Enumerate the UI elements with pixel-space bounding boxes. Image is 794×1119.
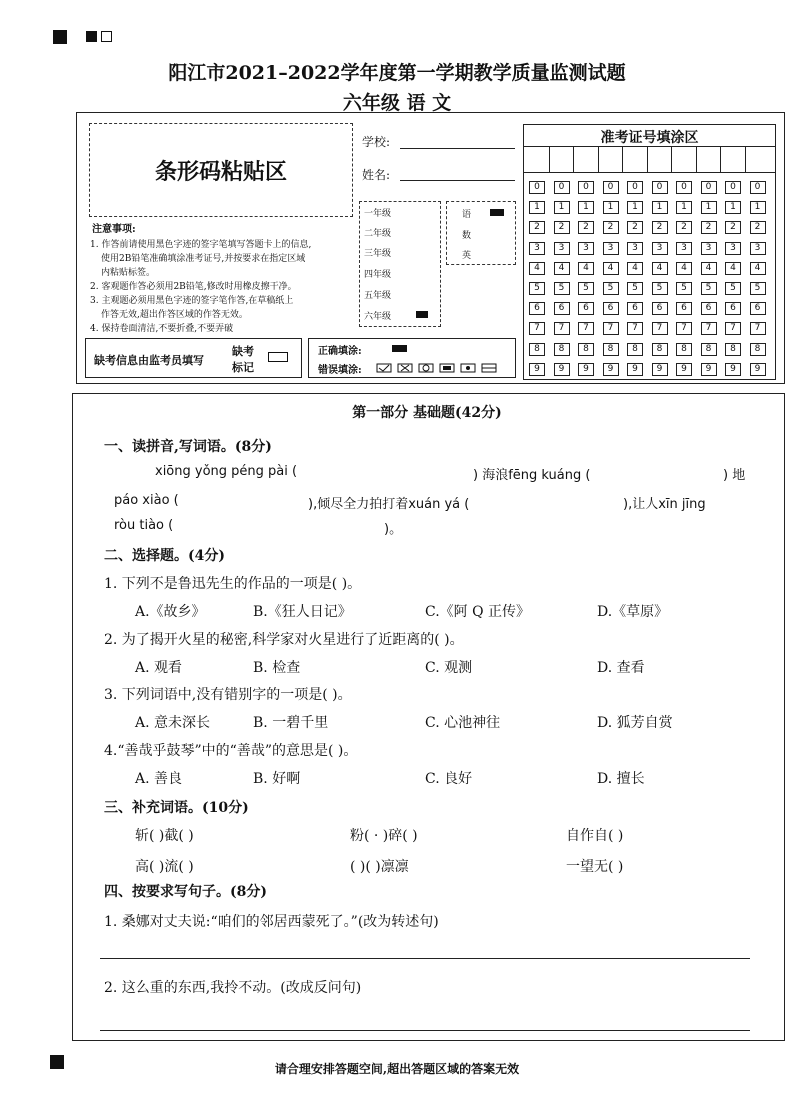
exam-id-digit-bubble[interactable]: 8 — [627, 343, 643, 356]
name-label: 姓名: — [362, 168, 391, 182]
subject-english[interactable]: 英 — [462, 251, 472, 261]
wrong-fill-examples-icon — [376, 362, 506, 374]
exam-id-digit-bubble[interactable]: 5 — [652, 282, 668, 295]
exam-id-digit-bubble[interactable]: 6 — [554, 302, 570, 315]
exam-id-digit-bubble[interactable]: 1 — [676, 201, 692, 214]
exam-id-digit-bubble[interactable]: 5 — [578, 282, 594, 295]
note-line: 4. 保持卷面清洁,不要折叠,不要弄破 — [90, 324, 234, 334]
q2-option: B. 检查 — [253, 659, 301, 676]
exam-id-digit-bubble[interactable]: 0 — [578, 181, 594, 194]
exam-id-digit-bubble[interactable]: 4 — [701, 262, 717, 275]
q1-line2b: ),倾尽全力拍打着xuán yá ( — [308, 497, 470, 512]
exam-id-digit-bubble[interactable]: 7 — [652, 322, 668, 335]
exam-id-digit-bubble[interactable]: 2 — [603, 221, 619, 234]
q2-question-stem: 2. 为了揭开火星的秘密,科学家对火星进行了近距离的( )。 — [104, 631, 464, 648]
exam-id-digit-bubble[interactable]: 0 — [554, 181, 570, 194]
note-line: 内粘贴标签。 — [101, 268, 156, 278]
exam-id-digit-bubble[interactable]: 4 — [750, 262, 766, 275]
note-line: 作答无效,超出作答区域的作答无效。 — [101, 310, 248, 320]
exam-id-digit-bubble[interactable]: 5 — [725, 282, 741, 295]
q2-option: D. 查看 — [597, 659, 645, 676]
exam-id-column-divider — [696, 146, 697, 172]
grade-5[interactable]: 五年级 — [364, 291, 392, 301]
grade-6-filled-mark — [416, 311, 428, 318]
q2-option: C.《阿 Q 正传》 — [425, 604, 531, 620]
q1-line1b: ) 海浪fēng kuáng ( — [473, 468, 591, 483]
exam-id-digit-bubble[interactable]: 3 — [676, 242, 692, 255]
exam-id-digit-bubble[interactable]: 9 — [701, 363, 717, 376]
exam-id-digit-bubble[interactable]: 4 — [529, 262, 545, 275]
exam-id-digit-bubble[interactable]: 4 — [603, 262, 619, 275]
note-line: 3. 主观题必须用黑色字迹的签字笔作答,在草稿纸上 — [90, 296, 294, 306]
subject-math[interactable]: 数 — [462, 231, 472, 241]
q2-option: C. 良好 — [425, 770, 473, 787]
exam-id-digit-bubble[interactable]: 3 — [578, 242, 594, 255]
exam-id-digit-bubble[interactable]: 8 — [652, 343, 668, 356]
q2-option: B.《狂人日记》 — [253, 604, 352, 620]
q4-item2: 2. 这么重的东西,我拎不动。(改成反问句) — [104, 980, 362, 996]
exam-id-title: 准考证号填涂区 — [600, 130, 699, 146]
absent-info-label: 缺考信息由监考员填写 — [94, 354, 204, 367]
exam-id-digit-bubble[interactable]: 6 — [750, 302, 766, 315]
exam-id-digit-bubble[interactable]: 5 — [603, 282, 619, 295]
q4-title: 四、按要求写句子。(8分) — [104, 884, 267, 900]
exam-id-digit-bubble[interactable]: 1 — [725, 201, 741, 214]
subject-select-area — [446, 201, 516, 265]
exam-id-digit-bubble[interactable]: 1 — [554, 201, 570, 214]
exam-id-digit-bubble[interactable]: 8 — [676, 343, 692, 356]
grade-6[interactable]: 六年级 — [364, 312, 392, 322]
exam-id-digit-bubble[interactable]: 7 — [603, 322, 619, 335]
exam-id-digit-bubble[interactable]: 3 — [750, 242, 766, 255]
exam-id-write-row-divider — [523, 172, 776, 173]
q2-option: A. 观看 — [135, 659, 183, 676]
q2-option: D.《草原》 — [597, 604, 669, 620]
exam-id-column-divider — [549, 146, 550, 172]
subject-chinese[interactable]: 语 — [462, 210, 472, 220]
exam-id-column-divider — [745, 146, 746, 172]
exam-id-column-divider — [720, 146, 721, 172]
note-line: 1. 作答前请使用黑色字迹的签字笔填写答题卡上的信息, — [90, 240, 312, 250]
exam-id-digit-bubble[interactable]: 4 — [627, 262, 643, 275]
exam-id-digit-bubble[interactable]: 0 — [529, 181, 545, 194]
exam-id-digit-bubble[interactable]: 4 — [652, 262, 668, 275]
exam-id-digit-bubble[interactable]: 7 — [701, 322, 717, 335]
q2-option: A. 意未深长 — [135, 715, 211, 731]
q1-line1a: xiōng yǒng péng pài ( — [155, 464, 298, 479]
q1-line3b: )。 — [384, 522, 403, 537]
q3-row2-item1: 高( )流( ) — [135, 859, 194, 875]
exam-subtitle: 六年级 语 文 — [342, 92, 452, 114]
exam-id-digit-bubble[interactable]: 2 — [701, 221, 717, 234]
q3-row1-item3: 自作自( ) — [566, 828, 624, 844]
q3-row1-item1: 斩( )截( ) — [135, 828, 194, 844]
exam-id-digit-bubble[interactable]: 3 — [627, 242, 643, 255]
exam-id-digit-bubble[interactable]: 6 — [676, 302, 692, 315]
exam-id-digit-bubble[interactable]: 2 — [529, 221, 545, 234]
exam-id-digit-bubble[interactable]: 0 — [750, 181, 766, 194]
exam-id-digit-bubble[interactable]: 2 — [676, 221, 692, 234]
exam-id-digit-bubble[interactable]: 5 — [750, 282, 766, 295]
q2-option: D. 擅长 — [597, 770, 645, 787]
exam-id-digit-bubble[interactable]: 5 — [627, 282, 643, 295]
q1-line1c: ) 地 — [723, 468, 746, 483]
exam-id-digit-bubble[interactable]: 7 — [725, 322, 741, 335]
exam-id-digit-bubble[interactable]: 8 — [529, 343, 545, 356]
exam-id-digit-bubble[interactable]: 7 — [578, 322, 594, 335]
q2-option: A. 善良 — [135, 770, 183, 787]
exam-id-digit-bubble[interactable]: 4 — [578, 262, 594, 275]
exam-id-digit-bubble[interactable]: 4 — [725, 262, 741, 275]
q3-title: 三、补充词语。(10分) — [104, 800, 249, 816]
q2-option: B. 一碧千里 — [253, 715, 329, 731]
exam-id-digit-bubble[interactable]: 2 — [578, 221, 594, 234]
exam-id-digit-bubble[interactable]: 7 — [627, 322, 643, 335]
exam-id-digit-bubble[interactable]: 1 — [627, 201, 643, 214]
footer-note: 请合理安排答题空间,超出答题区域的答案无效 — [274, 1062, 520, 1076]
page-mark-empty — [101, 31, 112, 42]
exam-id-digit-bubble[interactable]: 3 — [554, 242, 570, 255]
exam-id-digit-bubble[interactable]: 5 — [676, 282, 692, 295]
q1-line2c: ),让人xīn jīng — [623, 497, 706, 512]
q4-item1: 1. 桑娜对丈夫说:“咱们的邻居西蒙死了。”(改为转述句) — [104, 914, 439, 930]
q4-answer-line-2[interactable] — [100, 1030, 750, 1031]
q1-line2a: páo xiào ( — [114, 493, 179, 508]
exam-id-digit-bubble[interactable]: 2 — [627, 221, 643, 234]
exam-id-digit-bubble[interactable]: 8 — [578, 343, 594, 356]
q2-option: C. 观测 — [425, 659, 473, 676]
exam-id-digit-bubble[interactable]: 9 — [750, 363, 766, 376]
q3-row2-item2: ( )( )凛凛 — [350, 859, 409, 875]
exam-id-digit-bubble[interactable]: 3 — [529, 242, 545, 255]
q4-answer-line-1[interactable] — [100, 958, 750, 959]
exam-id-digit-bubble[interactable]: 6 — [652, 302, 668, 315]
exam-id-digit-bubble[interactable]: 2 — [725, 221, 741, 234]
exam-id-digit-bubble[interactable]: 9 — [578, 363, 594, 376]
exam-id-digit-bubble[interactable]: 9 — [603, 363, 619, 376]
exam-id-digit-bubble[interactable]: 8 — [554, 343, 570, 356]
exam-id-digit-bubble[interactable]: 9 — [554, 363, 570, 376]
exam-id-digit-bubble[interactable]: 5 — [529, 282, 545, 295]
q3-row2-item3: 一望无( ) — [566, 859, 624, 875]
page-mark-filled — [86, 31, 97, 42]
exam-id-digit-bubble[interactable]: 8 — [750, 343, 766, 356]
exam-id-digit-bubble[interactable]: 6 — [529, 302, 545, 315]
exam-id-digit-bubble[interactable]: 2 — [750, 221, 766, 234]
exam-id-digit-bubble[interactable]: 0 — [652, 181, 668, 194]
q2-question-stem: 1. 下列不是鲁迅先生的作品的一项是( )。 — [104, 576, 362, 592]
exam-id-digit-bubble[interactable]: 6 — [603, 302, 619, 315]
exam-title: 阳江市2021–2022学年度第一学期教学质量监测试题 — [168, 62, 626, 84]
q2-option: D. 狐芳自赏 — [597, 715, 673, 731]
exam-id-digit-bubble[interactable]: 9 — [529, 363, 545, 376]
exam-id-digit-bubble[interactable]: 8 — [701, 343, 717, 356]
exam-id-digit-bubble[interactable]: 3 — [652, 242, 668, 255]
correct-fill-mark — [392, 345, 407, 352]
q2-question-stem: 4.“善哉乎鼓琴”中的“善哉”的意思是( )。 — [104, 742, 358, 759]
part-title: 第一部分 基础题(42分) — [352, 405, 502, 421]
exam-id-digit-bubble[interactable]: 4 — [554, 262, 570, 275]
exam-id-digit-bubble[interactable]: 0 — [676, 181, 692, 194]
school-label: 学校: — [362, 135, 391, 149]
exam-id-column-divider — [598, 146, 599, 172]
exam-id-digit-bubble[interactable]: 1 — [750, 201, 766, 214]
exam-id-digit-bubble[interactable]: 4 — [676, 262, 692, 275]
exam-id-digit-bubble[interactable]: 1 — [578, 201, 594, 214]
grade-3[interactable]: 三年级 — [364, 249, 392, 259]
exam-id-digit-bubble[interactable]: 6 — [578, 302, 594, 315]
exam-id-column-divider — [647, 146, 648, 172]
exam-id-column-divider — [573, 146, 574, 172]
exam-id-digit-bubble[interactable]: 8 — [603, 343, 619, 356]
q2-title: 二、选择题。(4分) — [104, 548, 225, 564]
school-field[interactable] — [400, 148, 515, 149]
exam-id-digit-bubble[interactable]: 0 — [603, 181, 619, 194]
grade-1[interactable]: 一年级 — [364, 209, 392, 219]
exam-id-digit-bubble[interactable]: 7 — [529, 322, 545, 335]
exam-id-column-divider — [622, 146, 623, 172]
exam-id-digit-bubble[interactable]: 7 — [554, 322, 570, 335]
exam-id-digit-bubble[interactable]: 1 — [529, 201, 545, 214]
exam-id-digit-bubble[interactable]: 9 — [627, 363, 643, 376]
q2-option: A.《故乡》 — [135, 604, 206, 620]
exam-id-digit-bubble[interactable]: 6 — [701, 302, 717, 315]
grade-4[interactable]: 四年级 — [364, 270, 392, 280]
q2-question-stem: 3. 下列词语中,没有错别字的一项是( )。 — [104, 687, 352, 703]
exam-id-digit-bubble[interactable]: 6 — [627, 302, 643, 315]
corner-mark-top-left — [53, 30, 67, 44]
exam-id-digit-bubble[interactable]: 7 — [676, 322, 692, 335]
exam-id-digit-bubble[interactable]: 2 — [554, 221, 570, 234]
name-field[interactable] — [400, 180, 515, 181]
note-line: 2. 客观题作答必须用2B铅笔,修改时用橡皮擦干净。 — [90, 282, 297, 292]
absent-checkbox[interactable] — [268, 352, 288, 362]
exam-id-digit-bubble[interactable]: 1 — [652, 201, 668, 214]
grade-2[interactable]: 二年级 — [364, 229, 392, 239]
exam-id-digit-bubble[interactable]: 9 — [652, 363, 668, 376]
exam-id-digit-bubble[interactable]: 6 — [725, 302, 741, 315]
exam-id-digit-bubble[interactable]: 1 — [701, 201, 717, 214]
notes-title: 注意事项: — [92, 224, 136, 235]
q3-row1-item2: 粉( · )碎( ) — [350, 828, 418, 844]
exam-id-digit-bubble[interactable]: 3 — [725, 242, 741, 255]
exam-id-digit-bubble[interactable]: 8 — [725, 343, 741, 356]
exam-id-digit-bubble[interactable]: 5 — [701, 282, 717, 295]
barcode-label: 条形码粘贴区 — [154, 159, 287, 185]
q1-line3a: ròu tiào ( — [114, 518, 174, 533]
absent-mark-label: 缺考 — [232, 345, 254, 358]
wrong-fill-label: 错误填涂: — [318, 365, 362, 376]
exam-id-digit-bubble[interactable]: 5 — [554, 282, 570, 295]
exam-id-digit-bubble[interactable]: 3 — [603, 242, 619, 255]
correct-fill-label: 正确填涂: — [318, 346, 362, 357]
exam-id-digit-bubble[interactable]: 7 — [750, 322, 766, 335]
subject-chinese-filled-mark — [490, 209, 504, 216]
note-line: 使用2B铅笔准确填涂准考证号,并按要求在指定区域 — [101, 254, 306, 264]
q2-option: C. 心池神往 — [425, 715, 501, 731]
exam-id-digit-bubble[interactable]: 2 — [652, 221, 668, 234]
q2-option: B. 好啊 — [253, 770, 301, 787]
exam-id-digit-bubble[interactable]: 0 — [627, 181, 643, 194]
exam-id-title-divider — [523, 146, 776, 147]
exam-id-digit-bubble[interactable]: 0 — [701, 181, 717, 194]
exam-id-digit-bubble[interactable]: 1 — [603, 201, 619, 214]
exam-id-digit-bubble[interactable]: 9 — [676, 363, 692, 376]
exam-id-digit-bubble[interactable]: 3 — [701, 242, 717, 255]
absent-mark-label2: 标记 — [232, 361, 254, 374]
exam-id-column-divider — [671, 146, 672, 172]
exam-id-digit-bubble[interactable]: 9 — [725, 363, 741, 376]
q1-title: 一、读拼音,写词语。(8分) — [104, 439, 272, 455]
exam-id-digit-bubble[interactable]: 0 — [725, 181, 741, 194]
